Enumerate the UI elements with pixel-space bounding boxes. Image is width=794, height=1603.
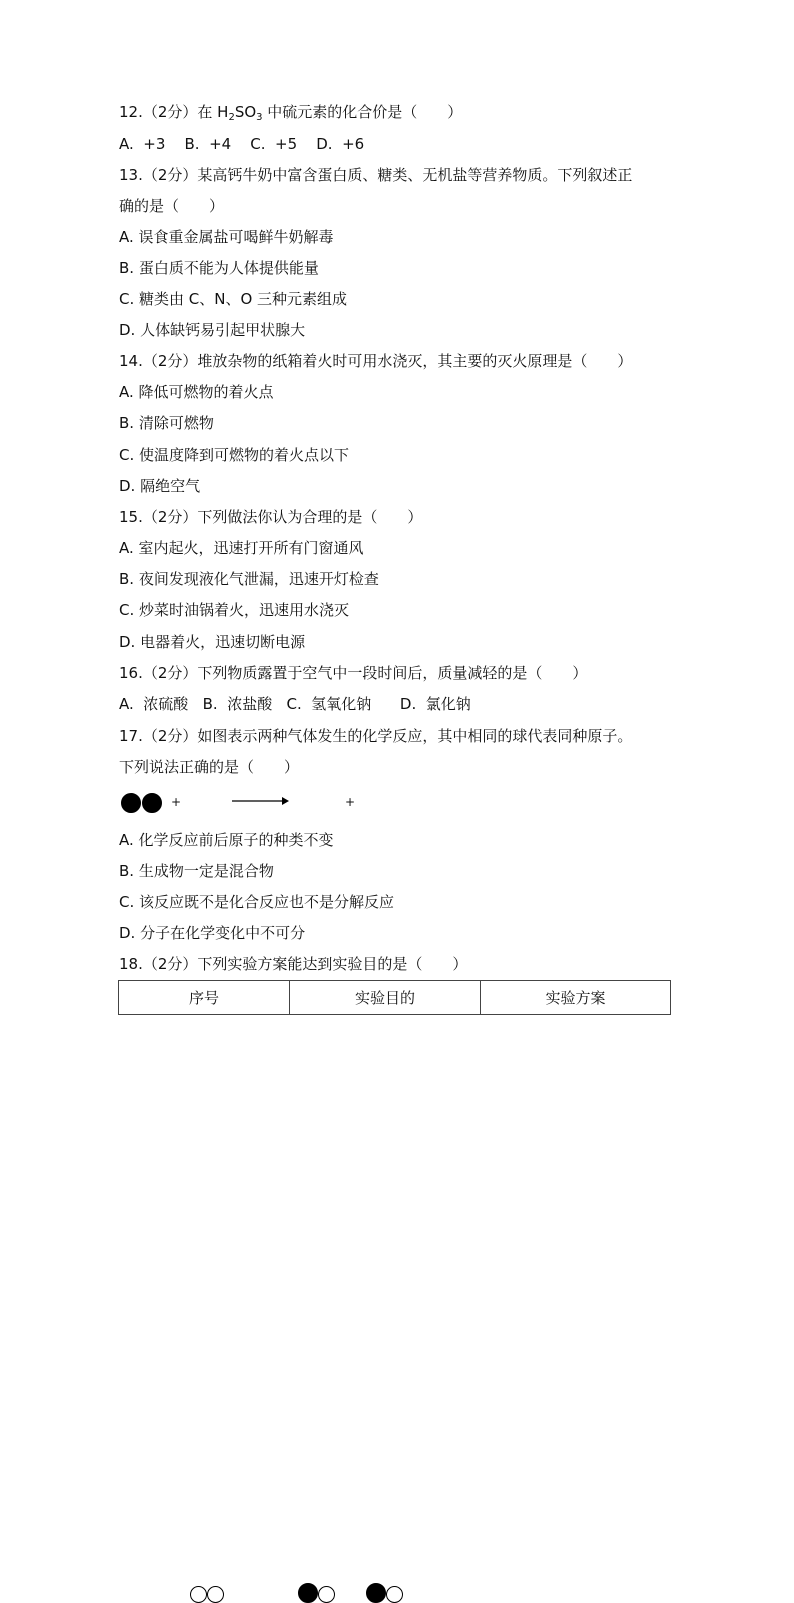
question-13-option-b: B. 蛋白质不能为人体提供能量 (119, 259, 319, 277)
question-13-stem-line1: 13.（2分）某高钙牛奶中富含蛋白质、糖类、无机盐等营养物质。下列叙述正 (119, 166, 633, 184)
header-index: 序号 (119, 981, 290, 1015)
question-15-option-c: C. 炒菜时油锅着火，迅速用水浇灭 (119, 601, 350, 619)
question-12-stem: 12.（2分）在 $H_2SO_3$ 中硫元素的化合价是（ ） (119, 103, 463, 123)
question-17-stem-line1: 17.（2分）如图表示两种气体发生的化学反应，其中相同的球代表同种原子。 (119, 727, 633, 745)
question-17-option-a: A. 化学反应前后原子的种类不变 (119, 831, 334, 849)
black-atom (298, 1583, 318, 1603)
question-17-option-d: D. 分子在化学变化中不可分 (119, 924, 306, 942)
white-atom (207, 1586, 224, 1603)
question-13-option-c: C. 糖类由 C、N、O 三种元素组成 (119, 290, 348, 308)
question-14-option-b: B. 清除可燃物 (119, 414, 214, 432)
black-atom (121, 793, 141, 813)
plus-sign: + (345, 795, 356, 809)
question-18-stem: 18.（2分）下列实验方案能达到实验目的是（ ） (119, 955, 468, 973)
question-17-option-b: B. 生成物一定是混合物 (119, 862, 274, 880)
question-14-option-d: D. 隔绝空气 (119, 477, 201, 495)
question-12-options: A. +3 B. +4 C. +5 D. +6 (119, 135, 365, 153)
black-atom (142, 793, 162, 813)
experiment-table (118, 980, 671, 1015)
question-14-option-c: C. 使温度降到可燃物的着火点以下 (119, 446, 350, 464)
question-15-option-d: D. 电器着火，迅速切断电源 (119, 633, 306, 651)
black-atom (366, 1583, 386, 1603)
question-15-stem: 15.（2分）下列做法你认为合理的是（ ） (119, 508, 423, 526)
header-goal: 实验目的 (290, 981, 481, 1015)
question-13-stem-line2: 确的是（ ） (119, 197, 225, 215)
question-13-option-a: A. 误食重金属盐可喝鲜牛奶解毒 (119, 228, 334, 246)
question-14-stem: 14.（2分）堆放杂物的纸箱着火时可用水浇灭，其主要的灭火原理是（ ） (119, 352, 633, 370)
question-17-option-c: C. 该反应既不是化合反应也不是分解反应 (119, 893, 395, 911)
question-13-option-d: D. 人体缺钙易引起甲状腺大 (119, 321, 306, 339)
question-16-options: A. 浓硫酸 B. 浓盐酸 C. 氢氧化钠 D. 氯化钠 (119, 695, 471, 713)
question-16-stem: 16.（2分）下列物质露置于空气中一段时间后，质量减轻的是（ ） (119, 664, 588, 682)
question-17-stem-line2: 下列说法正确的是（ ） (119, 758, 300, 776)
header-plan: 实验方案 (481, 981, 671, 1015)
white-atom (386, 1586, 403, 1603)
question-15-option-b: B. 夜间发现液化气泄漏，迅速开灯检查 (119, 570, 379, 588)
table-header-row (119, 981, 671, 1015)
question-15-option-a: A. 室内起火，迅速打开所有门窗通风 (119, 539, 364, 557)
question-14-option-a: A. 降低可燃物的着火点 (119, 383, 274, 401)
plus-sign: + (171, 795, 182, 809)
white-atom (190, 1586, 207, 1603)
reaction-arrow-icon (230, 795, 290, 807)
white-atom (318, 1586, 335, 1603)
